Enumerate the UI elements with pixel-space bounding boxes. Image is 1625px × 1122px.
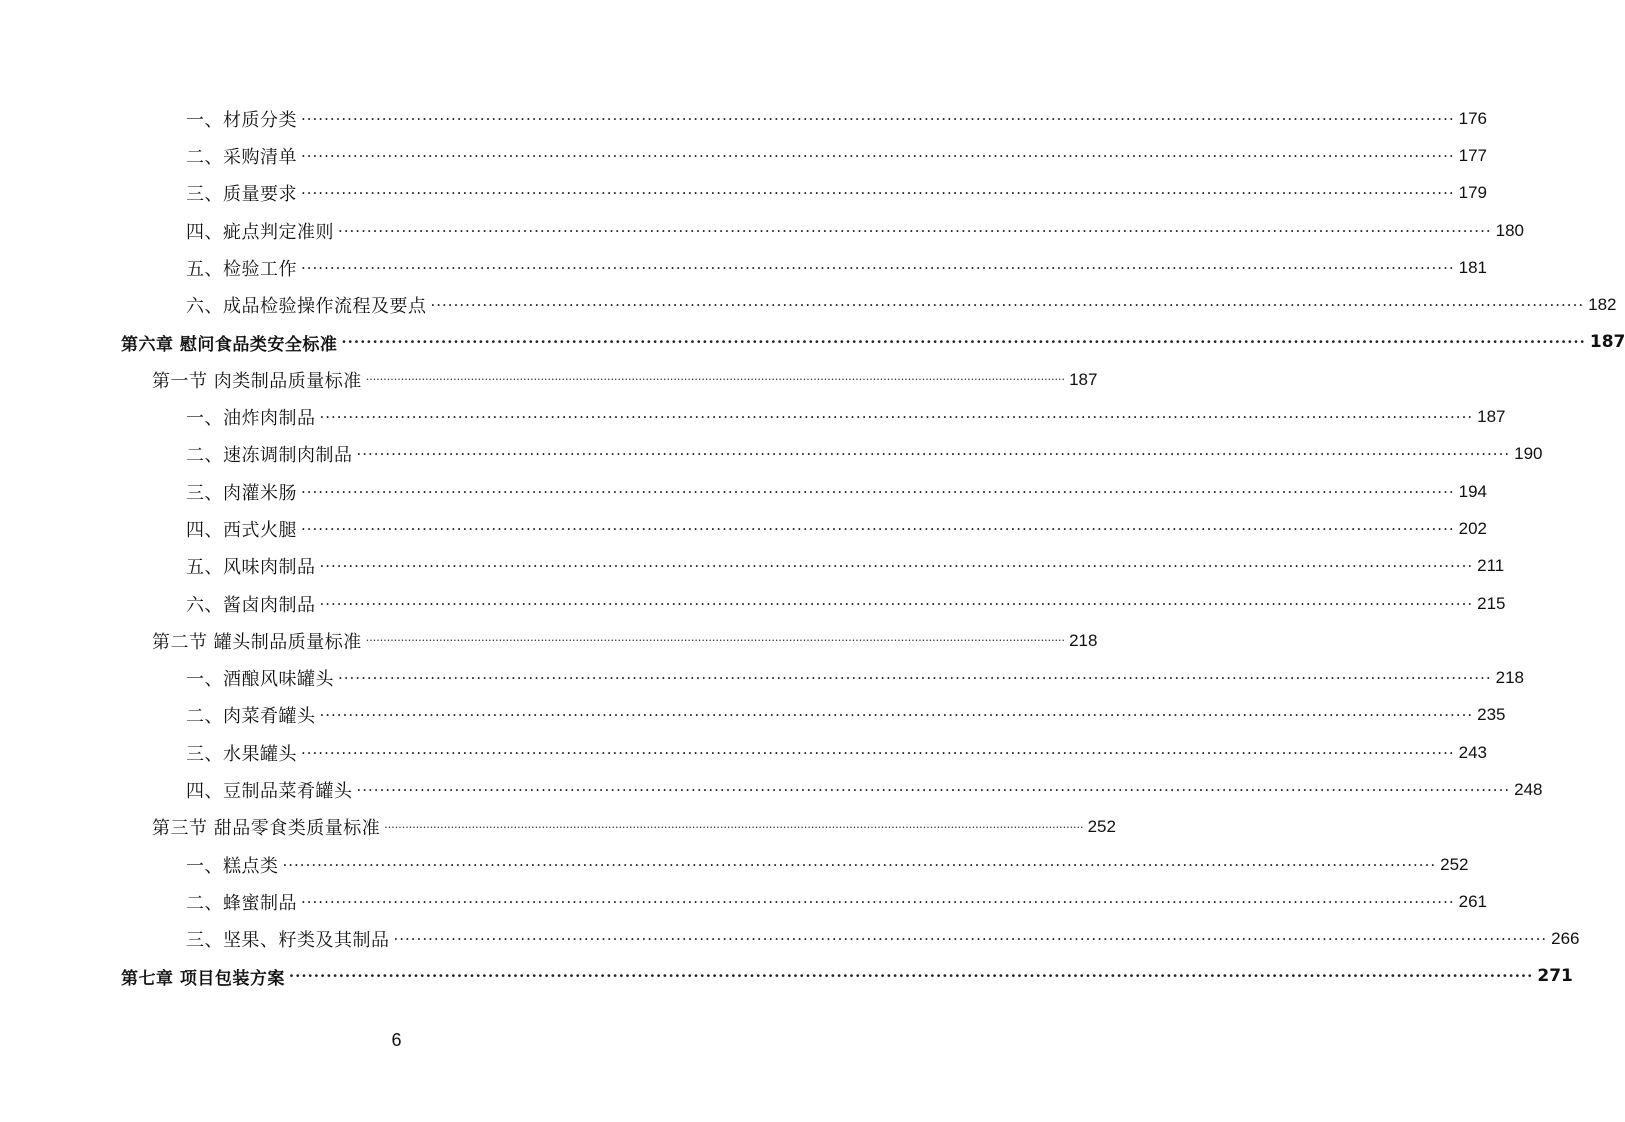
toc-entry-page: 180 (1495, 220, 1524, 240)
toc-entry-page: 187 (1589, 332, 1625, 353)
toc-entry-label: 三、坚果、籽类及其制品 (186, 930, 390, 952)
toc-entry-page: 271 (1537, 966, 1573, 987)
toc-leader-dots: ········································································································································································································ (319, 557, 1474, 576)
toc-leader-dots: ········································································································································································································ (341, 333, 1586, 352)
toc-item-entry[interactable] (0, 548, 1505, 585)
toc-entry-label: 二、肉菜肴罐头 (186, 706, 316, 728)
toc-entry-page: 218 (1495, 668, 1524, 688)
toc-leader-dots: ········································································································································································································ (338, 221, 1492, 240)
toc-item-entry[interactable] (0, 659, 1524, 696)
toc-entry-page: 179 (1458, 183, 1487, 203)
toc-item-entry[interactable] (0, 398, 1506, 435)
toc-item-entry[interactable] (0, 137, 1487, 174)
toc-item-entry[interactable] (0, 436, 1543, 473)
toc-entry-label: 三、肉灌米肠 (186, 482, 297, 504)
toc-entry-page: 182 (1588, 295, 1617, 315)
toc-entry-label: 第三节 甜品零食类质量标准 (152, 818, 381, 840)
toc-entry-label: 第二节 罐头制品质量标准 (152, 631, 362, 653)
toc-leader-dots: ········································································································································································································ (319, 706, 1474, 725)
toc-entry-label: 一、酒酿风味罐头 (186, 669, 334, 691)
toc-leader-dots: ········································································································································································································ (282, 855, 1437, 874)
toc-leader-dots: ········································································································································································································ (430, 296, 1585, 315)
toc-entry-page: 266 (1551, 929, 1580, 949)
toc-section-entry[interactable] (0, 809, 1116, 846)
toc-item-entry[interactable] (0, 846, 1469, 883)
toc-item-entry[interactable] (0, 883, 1487, 920)
toc-entry-label: 五、检验工作 (186, 258, 297, 280)
toc-item-entry[interactable] (0, 286, 1617, 323)
toc-entry-page: 176 (1458, 108, 1487, 128)
toc-item-entry[interactable] (0, 734, 1487, 771)
toc-leader-dots: ········································································································································································································ (301, 184, 1455, 203)
toc-entry-label: 五、风味肉制品 (186, 557, 316, 579)
toc-leader-dots: ········································································································································································································ (356, 780, 1511, 799)
toc-entry-label: 二、蜂蜜制品 (186, 892, 297, 914)
toc-leader-dots: ········································································································································································································ (319, 408, 1474, 427)
toc-item-entry[interactable] (0, 585, 1506, 622)
toc-leader-dots: ········································································································································································································ (301, 258, 1455, 277)
toc-chapter-entry[interactable] (0, 324, 1625, 361)
toc-entry-label: 四、豆制品菜肴罐头 (186, 780, 353, 802)
toc-item-entry[interactable] (0, 473, 1487, 510)
toc-leader-dots: ········································································································································································································ (384, 820, 1084, 834)
toc-item-entry[interactable] (0, 921, 1580, 958)
toc-leader-dots: ········································································································································································································ (319, 594, 1474, 613)
toc-entry-label: 第一节 肉类制品质量标准 (152, 370, 362, 392)
toc-entry-label: 四、疵点判定准则 (186, 221, 334, 243)
toc-entry-label: 四、西式火腿 (186, 519, 297, 541)
toc-entry-page: 187 (1477, 407, 1506, 427)
toc-leader-dots: ········································································································································································································ (365, 634, 1066, 648)
toc-entry-page: 181 (1458, 257, 1487, 277)
toc-entry-page: 261 (1458, 891, 1487, 911)
toc-entry-page: 235 (1477, 705, 1506, 725)
toc-entry-page: 218 (1069, 630, 1098, 650)
toc-entry-label: 二、速冻调制肉制品 (186, 445, 353, 467)
toc-item-entry[interactable] (0, 510, 1487, 547)
toc-chapter-entry[interactable] (0, 958, 1573, 995)
toc-leader-dots: ········································································································································································································ (301, 109, 1455, 128)
toc-entry-label: 一、材质分类 (186, 109, 297, 131)
toc-entry-page: 202 (1458, 518, 1487, 538)
toc-entry-label: 三、质量要求 (186, 184, 297, 206)
toc-leader-dots: ········································································································································································································ (338, 669, 1492, 688)
toc-leader-dots: ········································································································································································································ (365, 373, 1066, 387)
toc-item-entry[interactable] (0, 697, 1506, 734)
toc-leader-dots: ········································································································································································································ (301, 146, 1455, 165)
toc-entry-label: 六、成品检验操作流程及要点 (186, 296, 427, 318)
toc-item-entry[interactable] (0, 249, 1487, 286)
toc-item-entry[interactable] (0, 175, 1487, 212)
toc-item-entry[interactable] (0, 100, 1487, 137)
toc-entry-page: 190 (1514, 444, 1543, 464)
toc-entry-page: 248 (1514, 779, 1543, 799)
toc-entry-page: 252 (1440, 854, 1469, 874)
toc-leader-dots: ········································································································································································································ (356, 445, 1511, 464)
toc-leader-dots: ········································································································································································································ (301, 519, 1455, 538)
toc-entry-page: 211 (1477, 556, 1505, 576)
toc-entry-page: 252 (1087, 817, 1116, 837)
toc-entry-page: 187 (1069, 369, 1098, 389)
toc-leader-dots: ········································································································································································································ (288, 967, 1534, 986)
toc-entry-label: 六、酱卤肉制品 (186, 594, 316, 616)
toc-item-entry[interactable] (0, 212, 1524, 249)
toc-leader-dots: ········································································································································································································ (393, 930, 1548, 949)
toc-entry-label: 第六章 慰问食品类安全标准 (121, 334, 338, 355)
toc-entry-page: 177 (1458, 145, 1487, 165)
toc-leader-dots: ········································································································································································································ (301, 743, 1455, 762)
toc-leader-dots: ········································································································································································································ (301, 892, 1455, 911)
toc-section-entry[interactable] (0, 361, 1098, 398)
toc-entry-page: 215 (1477, 593, 1506, 613)
toc-entry-label: 一、油炸肉制品 (186, 408, 316, 430)
page-number: 6 (391, 1030, 402, 1050)
toc-leader-dots: ········································································································································································································ (301, 482, 1455, 501)
toc-entry-label: 二、采购清单 (186, 146, 297, 168)
toc-entry-page: 243 (1458, 742, 1487, 762)
toc-entry-label: 三、水果罐头 (186, 743, 297, 765)
toc-entry-label: 第七章 项目包装方案 (121, 968, 285, 989)
table-of-contents (0, 100, 1625, 995)
toc-item-entry[interactable] (0, 771, 1543, 808)
toc-entry-label: 一、糕点类 (186, 855, 279, 877)
toc-section-entry[interactable] (0, 622, 1098, 659)
toc-entry-page: 194 (1458, 481, 1487, 501)
